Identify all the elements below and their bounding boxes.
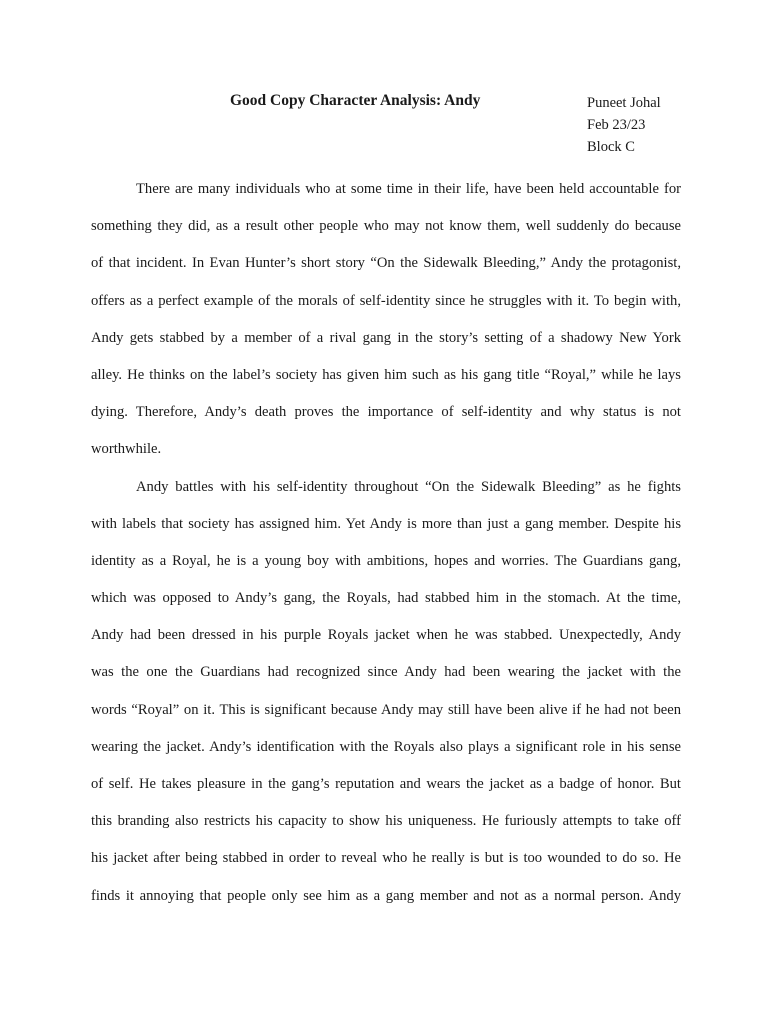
paragraph-1-line: There are many individuals who at some time in their life, have been held accountable for	[136, 181, 681, 197]
paragraph-2-line: words “Royal” on it. This is significant because Andy may still have been alive if he had not been	[91, 701, 681, 718]
paragraph-1-line: Andy gets stabbed by a member of a rival gang in the story’s setting of a shadowy New York	[91, 329, 681, 346]
paragraph-2-line: identity as a Royal, he is a young boy with ambitions, hopes and worries. The Guardians gang,	[91, 552, 681, 569]
paragraph-2-line: this branding also restricts his capacity to show his uniqueness. He furiously attempts to take off	[91, 813, 681, 830]
paragraph-1-line: something they did, as a result other people who may not know them, well suddenly do because	[91, 218, 681, 235]
paragraph-1-line: dying. Therefore, Andy’s death proves the importance of self-identity and why status is not	[91, 404, 681, 421]
paragraph-2-line: with labels that society has assigned him. Yet Andy is more than just a gang member. Despite his	[91, 515, 681, 532]
paragraph-2-line: wearing the jacket. Andy’s identification with the Royals also plays a significant role in his sense	[91, 738, 681, 755]
document-date: Feb 23/23	[587, 117, 646, 133]
class-block: Block C	[587, 139, 635, 155]
paragraph-2-line: was the one the Guardians had recognized since Andy had been wearing the jacket with the	[91, 664, 681, 681]
paragraph-2-line: which was opposed to Andy’s gang, the Royals, had stabbed him in the stomach. At the time,	[91, 590, 681, 607]
author-name: Puneet Johal	[587, 95, 661, 111]
paragraph-2-line: Andy battles with his self-identity throughout “On the Sidewalk Bleeding” as he fights	[136, 478, 681, 495]
page-title: Good Copy Character Analysis: Andy	[230, 92, 481, 109]
paragraph-2-line: Andy had been dressed in his purple Royals jacket when he was stabbed. Unexpectedly, Andy	[91, 627, 681, 644]
author-info-block	[587, 92, 661, 158]
paragraph-2-line: finds it annoying that people only see him as a gang member and not as a normal person. Andy	[91, 887, 681, 904]
paragraph-2-line: his jacket after being stabbed in order to reveal who he really is but is too wounded to do so. He	[91, 850, 681, 867]
paragraph-2-line: of self. He takes pleasure in the gang’s reputation and wears the jacket as a badge of honor. But	[91, 776, 681, 792]
paragraph-1-line: worthwhile.	[91, 441, 162, 458]
paragraph-1-line: offers as a perfect example of the morals of self-identity since he struggles with it. To begin with,	[91, 292, 681, 309]
essay-body	[91, 178, 681, 922]
paragraph-1-line: of that incident. In Evan Hunter’s short story “On the Sidewalk Bleeding,” Andy the protagonist,	[91, 255, 681, 272]
paragraph-1-line: alley. He thinks on the label’s society has given him such as his gang title “Royal,” while he lays	[91, 366, 681, 383]
